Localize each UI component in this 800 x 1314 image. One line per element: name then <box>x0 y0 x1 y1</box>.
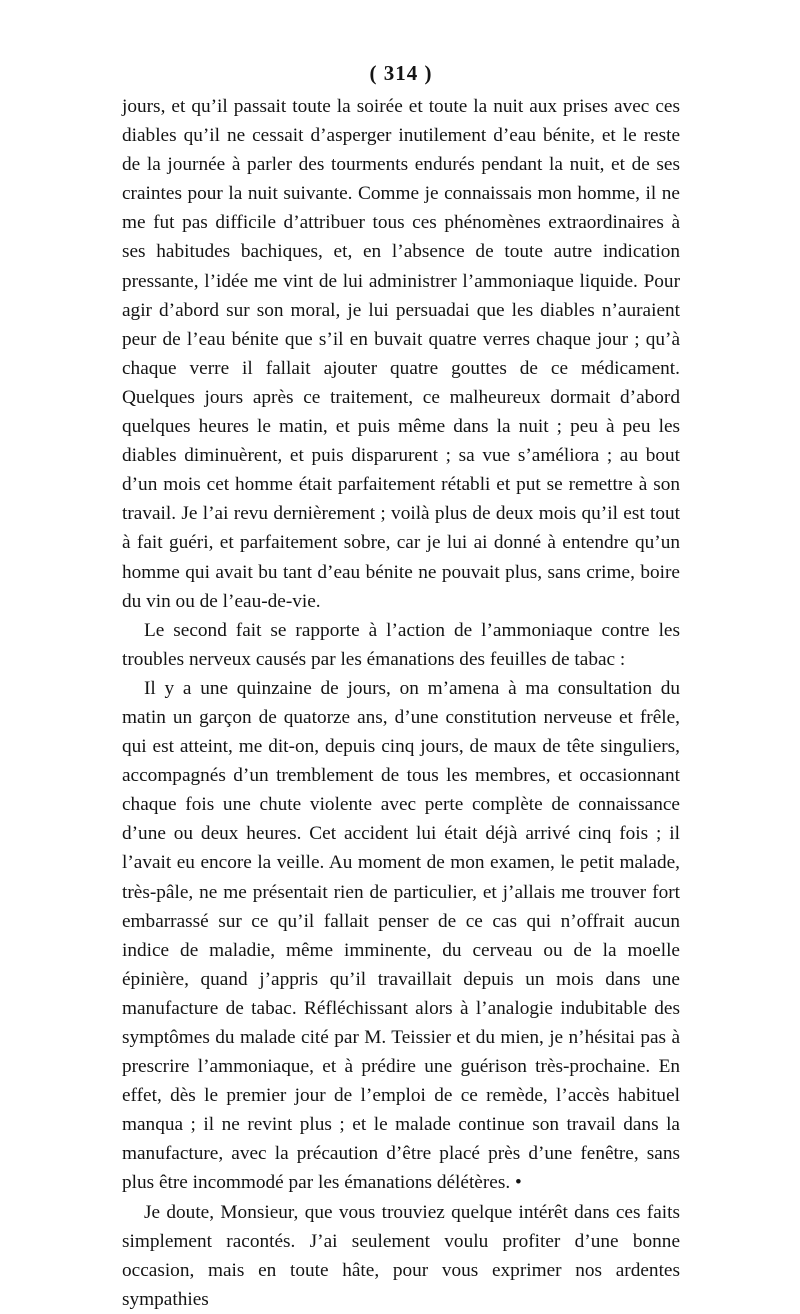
paragraph-case-report: Il y a une quinzaine de jours, on m’amena à ma consultation du matin un garçon de quatorze ans, d’une constitution nerveuse et frêle, qui est atteint, me dit-on, depuis cinq jours, de maux de tête singuliers, accompagnés d’un tremblement de tous les membres, et occasionnant chaque fois une chute violente avec perte complète de connaissance d’une ou deux heures. Cet accident lui était déjà arrivé cinq fois ; il l’avait eu encore la veille. Au moment de mon examen, le petit malade, très-pâle, ne me présentait rien de particulier, et j’allais me trouver fort embarrassé sur ce qu’il fallait penser de ce cas qui n’offrait aucun indice de maladie, même imminente, du cerveau ou de la moelle épinière, quand j’appris qu’il travaillait depuis un mois dans une manufacture de tabac. Réfléchissant alors à l’analogie indubitable des symptômes du malade cité par M. Teissier et du mien, je n’hésitai pas à prescrire l’ammoniaque, et à prédire une guérison très-prochaine. En effet, dès le premier jour de l’emploi de ce remède, l’accès habituel manqua ; il ne revint plus ; et le malade continue son travail dans la manufacture, avec la précaution d’être placé près d’une fenêtre, sans plus être incommodé par les émanations délétères. • <box>122 677 680 1194</box>
paragraph-second-fact-intro: Le second fait se rapporte à l’action de l’ammoniaque contre les troubles nerveux causés par les émanations des feuilles de tabac : <box>122 619 680 670</box>
paragraph-continuation: jours, et qu’il passait toute la soirée et toute la nuit aux prises avec ces diables qu’il ne cessait d’asperger inutilement d’eau bénite, et le reste de la journée à parler des tourments endurés pendant la nuit, et de ses craintes pour la nuit suivante. Comme je connaissais mon homme, il ne me fut pas difficile d’attribuer tous ces phénomènes extraordinaires à ses habitudes bachiques, et, en l’absence de toute autre indication pressante, l’idée me vint de lui administrer l’ammoniaque liquide. Pour agir d’abord sur son moral, je lui persuadai que les diables n’auraient peur de l’eau bénite que s’il en buvait quatre verres chaque jour ; qu’à chaque verre il fallait ajouter quatre gouttes de ce médicament. Quelques jours après ce traitement, ce malheureux dormait d’abord quelques heures le matin, et puis même dans la nuit ; peu à peu les diables diminuèrent, et puis disparurent ; sa vue s’améliora ; au bout d’un mois cet homme était parfaitement rétabli et put se remettre à son travail. Je l’ai revu dernièrement ; voilà plus de deux mois qu’il est tout à fait guéri, et parfaitement sobre, car je lui ai donné à entendre qu’un homme qui avait bu tant d’eau bénite ne pouvait plus, sans crime, boire du vin ou de l’eau-de-vie. <box>122 96 680 612</box>
page-number: ( 314 ) <box>369 61 433 85</box>
book-page <box>122 58 680 1314</box>
page-body <box>122 92 680 1314</box>
paragraph-closing: Je doute, Monsieur, que vous trouviez quelque intérêt dans ces faits simplement racontés. J’ai seulement voulu profiter d’une bonne occasion, mais en toute hâte, pour vous exprimer nos ardentes sympathies <box>122 1201 680 1310</box>
